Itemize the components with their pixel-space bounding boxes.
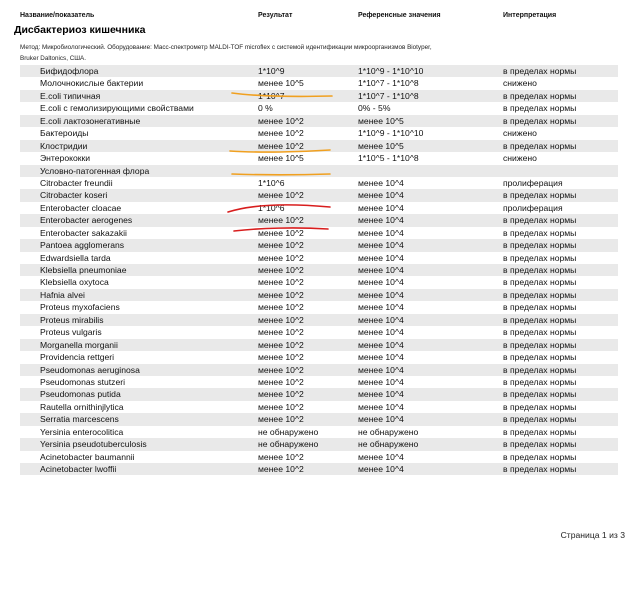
cell-result: не обнаружено	[258, 426, 319, 437]
table-row	[20, 214, 618, 226]
cell-name: Молочнокислые бактерии	[40, 78, 144, 89]
table-row	[20, 376, 618, 388]
table-row	[20, 326, 618, 338]
cell-name: Citrobacter koseri	[40, 190, 108, 201]
cell-result: менее 10^5	[258, 78, 304, 89]
cell-name: Бифидофлора	[40, 66, 99, 76]
cell-reference: менее 10^4	[358, 190, 404, 201]
cell-interpretation: в пределах нормы	[503, 414, 577, 425]
cell-name: Acinetobacter baumannii	[40, 451, 135, 462]
cell-result: менее 10^2	[258, 339, 304, 350]
cell-result: менее 10^2	[258, 115, 304, 126]
cell-name: Klebsiella pneumoniae	[40, 265, 127, 275]
table-row	[20, 388, 618, 400]
cell-interpretation: снижено	[503, 153, 537, 164]
cell-interpretation: пролиферация	[503, 177, 563, 188]
cell-result: менее 10^2	[258, 414, 304, 425]
cell-result: менее 10^2	[258, 327, 304, 338]
document-title: Дисбактериоз кишечника	[14, 24, 146, 36]
cell-result: 1*10^7	[258, 90, 285, 101]
cell-name: Бактероиды	[40, 128, 89, 139]
table-row	[20, 152, 618, 164]
cell-result: 1*10^9	[258, 66, 285, 76]
cell-result: менее 10^2	[258, 265, 304, 275]
cell-interpretation: в пределах нормы	[503, 190, 577, 201]
cell-reference: менее 10^4	[358, 339, 404, 350]
table-row	[20, 77, 618, 89]
cell-reference: менее 10^4	[358, 364, 404, 375]
table-row	[20, 189, 618, 201]
table-row	[20, 401, 618, 413]
cell-reference: менее 10^4	[358, 464, 404, 474]
column-header-interpretation: Интерпретация	[503, 12, 557, 19]
cell-reference: менее 10^5	[358, 140, 404, 151]
cell-interpretation: в пределах нормы	[503, 439, 577, 450]
cell-reference: менее 10^4	[358, 302, 404, 313]
cell-interpretation: в пределах нормы	[503, 90, 577, 101]
cell-reference: менее 10^4	[358, 240, 404, 251]
cell-reference: 1*10^5 - 1*10^8	[358, 153, 419, 164]
cell-result: менее 10^2	[258, 451, 304, 462]
table-row	[20, 127, 618, 139]
cell-name: Pantoea agglomerans	[40, 240, 125, 251]
cell-result: менее 10^2	[258, 277, 304, 288]
cell-interpretation: в пределах нормы	[503, 140, 577, 151]
cell-interpretation: в пределах нормы	[503, 451, 577, 462]
cell-name: Pseudomonas aeruginosa	[40, 364, 140, 375]
table-row	[20, 202, 618, 214]
cell-interpretation: снижено	[503, 78, 537, 89]
table-row	[20, 463, 618, 475]
cell-name: Serratia marcescens	[40, 414, 119, 425]
cell-reference: менее 10^4	[358, 177, 404, 188]
results-table	[20, 65, 618, 475]
cell-interpretation: в пределах нормы	[503, 227, 577, 238]
table-row	[20, 314, 618, 326]
cell-name: Acinetobacter lwoffii	[40, 464, 117, 474]
table-row	[20, 140, 618, 152]
table-row	[20, 351, 618, 363]
cell-reference: менее 10^4	[358, 414, 404, 425]
cell-reference: менее 10^4	[358, 389, 404, 400]
cell-name: Edwardsiella tarda	[40, 252, 111, 263]
cell-result: менее 10^5	[258, 153, 304, 164]
cell-interpretation: снижено	[503, 128, 537, 139]
cell-name: Yersinia pseudotuberculosis	[40, 439, 147, 450]
cell-reference: 1*10^7 - 1*10^8	[358, 90, 419, 101]
cell-interpretation: в пределах нормы	[503, 327, 577, 338]
cell-result: менее 10^2	[258, 314, 304, 325]
cell-name: Pseudomonas stutzeri	[40, 376, 126, 387]
cell-interpretation: в пределах нормы	[503, 302, 577, 313]
cell-result: менее 10^2	[258, 376, 304, 387]
method-description	[20, 42, 605, 64]
cell-result: менее 10^2	[258, 289, 304, 300]
cell-reference: 0% - 5%	[358, 103, 391, 114]
table-row	[20, 413, 618, 425]
table-row	[20, 301, 618, 313]
cell-result: менее 10^2	[258, 389, 304, 400]
cell-name: E.coli с гемолизирующими свойствами	[40, 103, 194, 114]
cell-name: Providencia rettgeri	[40, 352, 115, 363]
cell-reference: не обнаружено	[358, 426, 419, 437]
cell-interpretation: в пределах нормы	[503, 277, 577, 288]
table-row	[20, 239, 618, 251]
cell-name: Enterobacter sakazakii	[40, 227, 127, 238]
column-header-result: Результат	[258, 12, 293, 19]
table-row	[20, 264, 618, 276]
cell-interpretation: в пределах нормы	[503, 401, 577, 412]
cell-reference: менее 10^4	[358, 289, 404, 300]
cell-result: менее 10^2	[258, 190, 304, 201]
cell-interpretation: в пределах нормы	[503, 252, 577, 263]
cell-reference: 1*10^9 - 1*10^10	[358, 66, 424, 76]
column-header-reference: Референсные значения	[358, 12, 441, 19]
cell-result: менее 10^2	[258, 140, 304, 151]
table-row	[20, 252, 618, 264]
cell-interpretation: в пределах нормы	[503, 66, 577, 76]
cell-interpretation: в пределах нормы	[503, 389, 577, 400]
table-row	[20, 276, 618, 288]
cell-interpretation: в пределах нормы	[503, 215, 577, 226]
cell-interpretation: в пределах нормы	[503, 339, 577, 350]
cell-interpretation: в пределах нормы	[503, 314, 577, 325]
cell-name: Proteus vulgaris	[40, 327, 102, 338]
cell-reference: менее 10^4	[358, 327, 404, 338]
table-row	[20, 115, 618, 127]
cell-name: E.coli типичная	[40, 90, 101, 101]
cell-reference: менее 10^4	[358, 352, 404, 363]
cell-result: 1*10^6	[258, 177, 285, 188]
cell-interpretation: в пределах нормы	[503, 115, 577, 126]
cell-reference: 1*10^9 - 1*10^10	[358, 128, 424, 139]
cell-name: Proteus mirabilis	[40, 314, 104, 325]
cell-interpretation: в пределах нормы	[503, 364, 577, 375]
table-row	[20, 65, 618, 77]
cell-reference: менее 10^4	[358, 401, 404, 412]
cell-result: 1*10^6	[258, 202, 285, 213]
cell-interpretation: в пределах нормы	[503, 376, 577, 387]
cell-result: менее 10^2	[258, 252, 304, 263]
cell-interpretation: в пределах нормы	[503, 103, 577, 114]
cell-result: менее 10^2	[258, 215, 304, 226]
table-row	[20, 177, 618, 189]
cell-interpretation: в пределах нормы	[503, 426, 577, 437]
cell-reference: менее 10^4	[358, 451, 404, 462]
cell-name: Условно-патогенная флора	[40, 165, 150, 176]
cell-result: 0 %	[258, 103, 273, 114]
method-line-1: Метод: Микробиологический. Оборудование: Масс-спектрометр MALDI-TOF microflex с системой идентификации микроорганизмов Biotyper,	[20, 44, 432, 51]
cell-reference: менее 10^4	[358, 202, 404, 213]
cell-name: Yersinia enterocolitica	[40, 426, 124, 437]
cell-interpretation: пролиферация	[503, 202, 563, 213]
cell-reference: менее 10^4	[358, 376, 404, 387]
cell-interpretation: в пределах нормы	[503, 352, 577, 363]
cell-interpretation: в пределах нормы	[503, 240, 577, 251]
cell-reference: не обнаружено	[358, 439, 419, 450]
cell-name: Proteus myxofaciens	[40, 302, 120, 313]
cell-result: менее 10^2	[258, 464, 304, 474]
cell-interpretation: в пределах нормы	[503, 265, 577, 275]
table-row	[20, 165, 618, 177]
cell-name: Enterobacter aerogenes	[40, 215, 133, 226]
table-row	[20, 289, 618, 301]
cell-reference: 1*10^7 - 1*10^8	[358, 78, 419, 89]
cell-interpretation: в пределах нормы	[503, 464, 577, 474]
table-row	[20, 451, 618, 463]
cell-interpretation: в пределах нормы	[503, 289, 577, 300]
table-row	[20, 364, 618, 376]
cell-name: Клостридии	[40, 140, 88, 151]
cell-name: Morganella morganii	[40, 339, 118, 350]
cell-reference: менее 10^4	[358, 252, 404, 263]
cell-name: Enterobacter cloacae	[40, 202, 122, 213]
cell-reference: менее 10^4	[358, 314, 404, 325]
cell-reference: менее 10^5	[358, 115, 404, 126]
cell-result: менее 10^2	[258, 352, 304, 363]
cell-reference: менее 10^4	[358, 227, 404, 238]
cell-name: Citrobacter freundii	[40, 177, 113, 188]
cell-result: менее 10^2	[258, 227, 304, 238]
cell-result: менее 10^2	[258, 240, 304, 251]
cell-name: Rautella ornithinjlytica	[40, 401, 124, 412]
column-header-name: Название/показатель	[20, 12, 95, 19]
page-number: Страница 1 из 3	[560, 530, 625, 540]
cell-result: менее 10^2	[258, 128, 304, 139]
table-row	[20, 90, 618, 102]
cell-result: не обнаружено	[258, 439, 319, 450]
cell-name: Hafnia alvei	[40, 289, 85, 300]
cell-reference: менее 10^4	[358, 277, 404, 288]
method-line-2: Bruker Daltonics, США.	[20, 55, 86, 62]
cell-result: менее 10^2	[258, 364, 304, 375]
table-row	[20, 438, 618, 450]
cell-result: менее 10^2	[258, 302, 304, 313]
cell-name: Klebsiella oxytoca	[40, 277, 109, 288]
cell-name: E.coli лактозонегативные	[40, 115, 141, 126]
table-row	[20, 426, 618, 438]
table-row	[20, 227, 618, 239]
table-row	[20, 339, 618, 351]
cell-name: Энтерококки	[40, 153, 91, 164]
cell-result: менее 10^2	[258, 401, 304, 412]
table-row	[20, 102, 618, 114]
cell-reference: менее 10^4	[358, 215, 404, 226]
cell-name: Pseudomonas putida	[40, 389, 121, 400]
cell-reference: менее 10^4	[358, 265, 404, 275]
